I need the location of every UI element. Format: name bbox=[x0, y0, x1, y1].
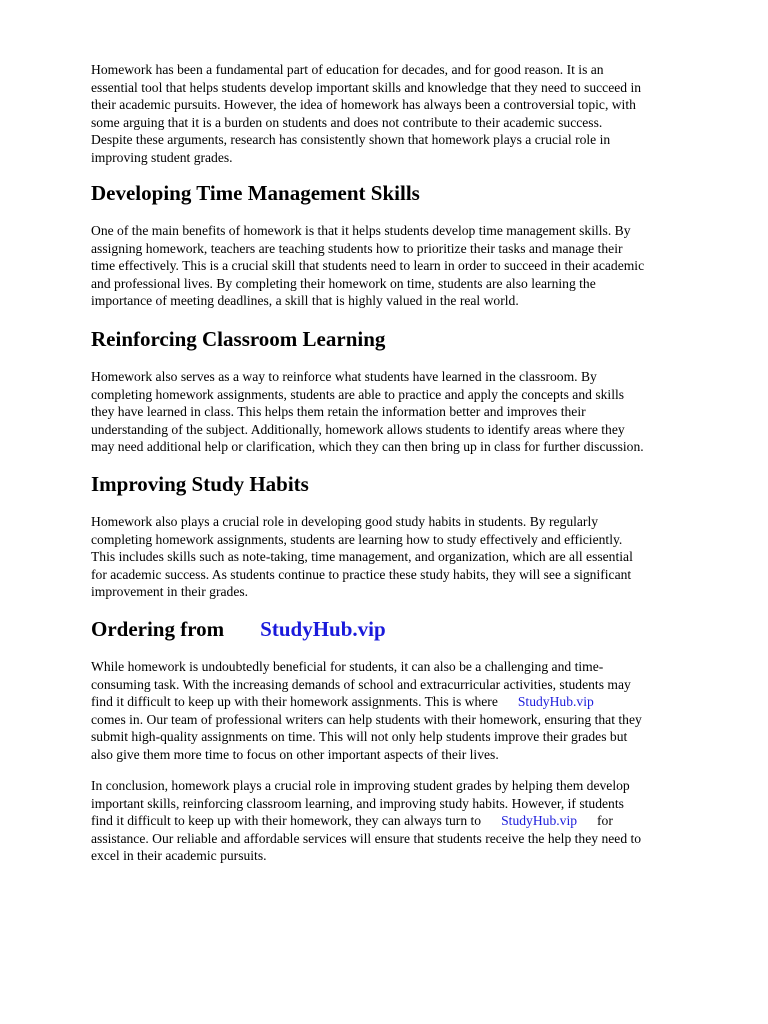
studyhub-link[interactable]: StudyHub.vip bbox=[501, 813, 578, 829]
intro-line: Despite these arguments, research has consistently shown that homework plays a crucial role in bbox=[91, 132, 611, 148]
paragraph-line: for academic success. As students continue to practice these study habits, they will see a significant bbox=[91, 566, 632, 582]
paragraph-line bbox=[91, 812, 641, 830]
paragraph-line: time effectively. This is a crucial skill that students need to learn in order to succeed in their academic bbox=[91, 258, 645, 274]
intro-line: their academic pursuits. However, the idea of homework has always been a controversial topic, with bbox=[91, 97, 636, 113]
heading-ordering bbox=[91, 617, 386, 641]
paragraph-line: Homework also serves as a way to reinforce what students have learned in the classroom. By bbox=[91, 369, 597, 384]
intro-line: some arguing that it is a burden on students and does not contribute to their academic success. bbox=[91, 114, 603, 130]
paragraph-line: assistance. Our reliable and affordable services will ensure that students receive the help they need to bbox=[91, 830, 642, 846]
paragraph-line: One of the main benefits of homework is that it helps students develop time management skills. By bbox=[91, 223, 631, 238]
intro-line: essential tool that helps students develop important skills and knowledge that they need to succeed in bbox=[91, 79, 642, 95]
classroom-learning-paragraph bbox=[91, 368, 644, 456]
paragraph-line: completing homework assignments, students are able to practice and apply the concepts and skills bbox=[91, 386, 625, 402]
intro-line: improving student grades. bbox=[91, 149, 233, 165]
paragraph-line-text: for bbox=[597, 813, 613, 829]
paragraph-line: important skills, reinforcing classroom learning, and improving study habits. However, if students bbox=[91, 795, 624, 811]
ordering-paragraph bbox=[91, 658, 642, 764]
heading-ordering-text: Ordering from bbox=[91, 617, 225, 641]
paragraph-line: excel in their academic pursuits. bbox=[91, 848, 267, 864]
paragraph-line: assigning homework, teachers are teaching students how to prioritize their tasks and manage their bbox=[91, 240, 623, 256]
heading-classroom-learning: Reinforcing Classroom Learning bbox=[91, 327, 386, 351]
study-habits-paragraph bbox=[91, 513, 633, 601]
paragraph-line: and professional lives. By completing their homework on time, students are also learning the bbox=[91, 275, 596, 291]
paragraph-line bbox=[91, 693, 642, 711]
paragraph-line: importance of meeting deadlines, a skill that is highly valued in the real world. bbox=[91, 293, 519, 309]
heading-time-management: Developing Time Management Skills bbox=[91, 181, 420, 205]
paragraph-line: improvement in their grades. bbox=[91, 584, 249, 600]
paragraph-line: In conclusion, homework plays a crucial role in improving student grades by helping them develop bbox=[91, 778, 630, 793]
paragraph-line: also give them more time to focus on other important aspects of their lives. bbox=[91, 746, 499, 762]
conclusion-paragraph bbox=[91, 777, 641, 865]
paragraph-line: While homework is undoubtedly beneficial for students, it can also be a challenging and time- bbox=[91, 659, 604, 674]
heading-studyhub-link[interactable]: StudyHub.vip bbox=[260, 617, 386, 641]
intro-line: Homework has been a fundamental part of education for decades, and for good reason. It is an bbox=[91, 62, 604, 77]
intro-paragraph bbox=[91, 61, 641, 167]
paragraph-line: This includes skills such as note-taking, time management, and organization, which are all essential bbox=[91, 549, 633, 565]
paragraph-line: comes in. Our team of professional writers can help students with their homework, ensuring that they bbox=[91, 711, 642, 727]
paragraph-line-text: find it difficult to keep up with their homework, they can always turn to bbox=[91, 813, 482, 829]
paragraph-line-text: find it difficult to keep up with their homework assignments. This is where bbox=[91, 694, 498, 710]
paragraph-line: consuming task. With the increasing demands of school and extracurricular activities, students may bbox=[91, 676, 631, 692]
studyhub-link[interactable]: StudyHub.vip bbox=[517, 694, 594, 710]
paragraph-line: Homework also plays a crucial role in developing good study habits in students. By regularly bbox=[91, 514, 599, 529]
paragraph-line: understanding of the subject. Additionally, homework allows students to identify areas where they bbox=[91, 421, 625, 437]
paragraph-line: submit high-quality assignments on time. This will not only help students improve their grades but bbox=[91, 729, 628, 745]
paragraph-line: they have learned in class. This helps them retain the information better and improves their bbox=[91, 404, 586, 420]
heading-study-habits: Improving Study Habits bbox=[91, 472, 309, 496]
time-management-paragraph bbox=[91, 222, 644, 310]
paragraph-line: completing homework assignments, students are learning how to study effectively and efficiently. bbox=[91, 531, 623, 547]
paragraph-line: may need additional help or clarification, which they can then bring up in class for further discussion. bbox=[91, 439, 644, 455]
